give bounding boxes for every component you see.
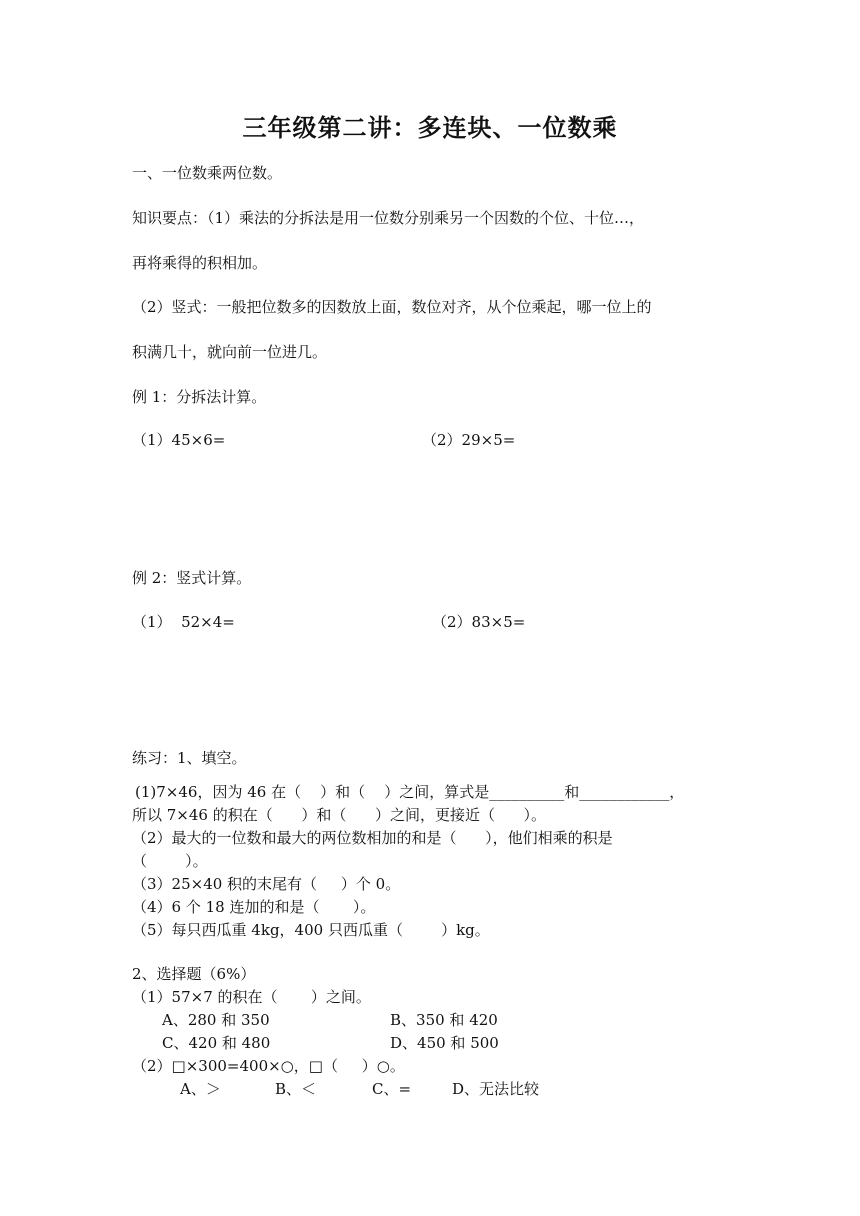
choice-question-2: （2）□×300=400×○，□（ ）○。 [132,1057,405,1075]
vertical-method-line-2: 积满几十，就向前一位进几。 [132,343,328,361]
choice-q2-option-d: D、无法比较 [452,1080,540,1098]
practice-heading: 练习：1、填空。 [132,749,247,767]
practice-item: (1)7×46，因为 46 在（ ）和（ ）之间，算式是__________和____________， [135,783,685,801]
choice-q1-option-b: B、350 和 420 [390,1011,498,1029]
choice-q2-option-c: C、= [372,1080,412,1098]
choice-q2-option-a: A、＞ [180,1080,221,1098]
practice-item: 所以 7×46 的积在（ ）和（ ）之间，更接近（ ）。 [132,806,547,824]
knowledge-line-2: 再将乘得的积相加。 [132,254,268,272]
choice-heading: 2、选择题（6%） [132,965,256,983]
vertical-method-line-1: （2）竖式：一般把位数多的因数放上面，数位对齐，从个位乘起，哪一位上的 [132,298,652,316]
choice-q1-option-c: C、420 和 480 [162,1034,271,1052]
choice-question-1: （1）57×7 的积在（ ）之间。 [132,988,371,1006]
practice-item: （4）6 个 18 连加的和是（ ）。 [132,898,376,916]
example1-heading: 例 1：分拆法计算。 [132,388,267,406]
section1-heading: 一、一位数乘两位数。 [132,164,283,182]
example1-question-2: （2）29×5= [422,431,516,449]
example1-question-1: （1）45×6= [132,431,226,449]
practice-item: （5）每只西瓜重 4kg，400 只西瓜重（ ）kg。 [132,921,490,939]
choice-q2-option-b: B、＜ [275,1080,317,1098]
page-title: 三年级第二讲：多连块、一位数乘 [242,114,618,142]
example2-question-1: （1） 52×4= [132,613,235,631]
practice-item: （3）25×40 积的末尾有（ ）个 0。 [132,875,401,893]
practice-item: （2）最大的一位数和最大的两位数相加的和是（ ），他们相乘的积是 [132,829,613,847]
choice-q1-option-d: D、450 和 500 [390,1034,499,1052]
practice-item: （ ）。 [132,852,208,870]
example2-question-2: （2）83×5= [432,613,526,631]
choice-q1-option-a: A、280 和 350 [162,1011,270,1029]
knowledge-line-1: 知识要点：（1）乘法的分拆法是用一位数分别乘另一个因数的个位、十位…， [132,209,645,227]
example2-heading: 例 2：竖式计算。 [132,569,252,587]
